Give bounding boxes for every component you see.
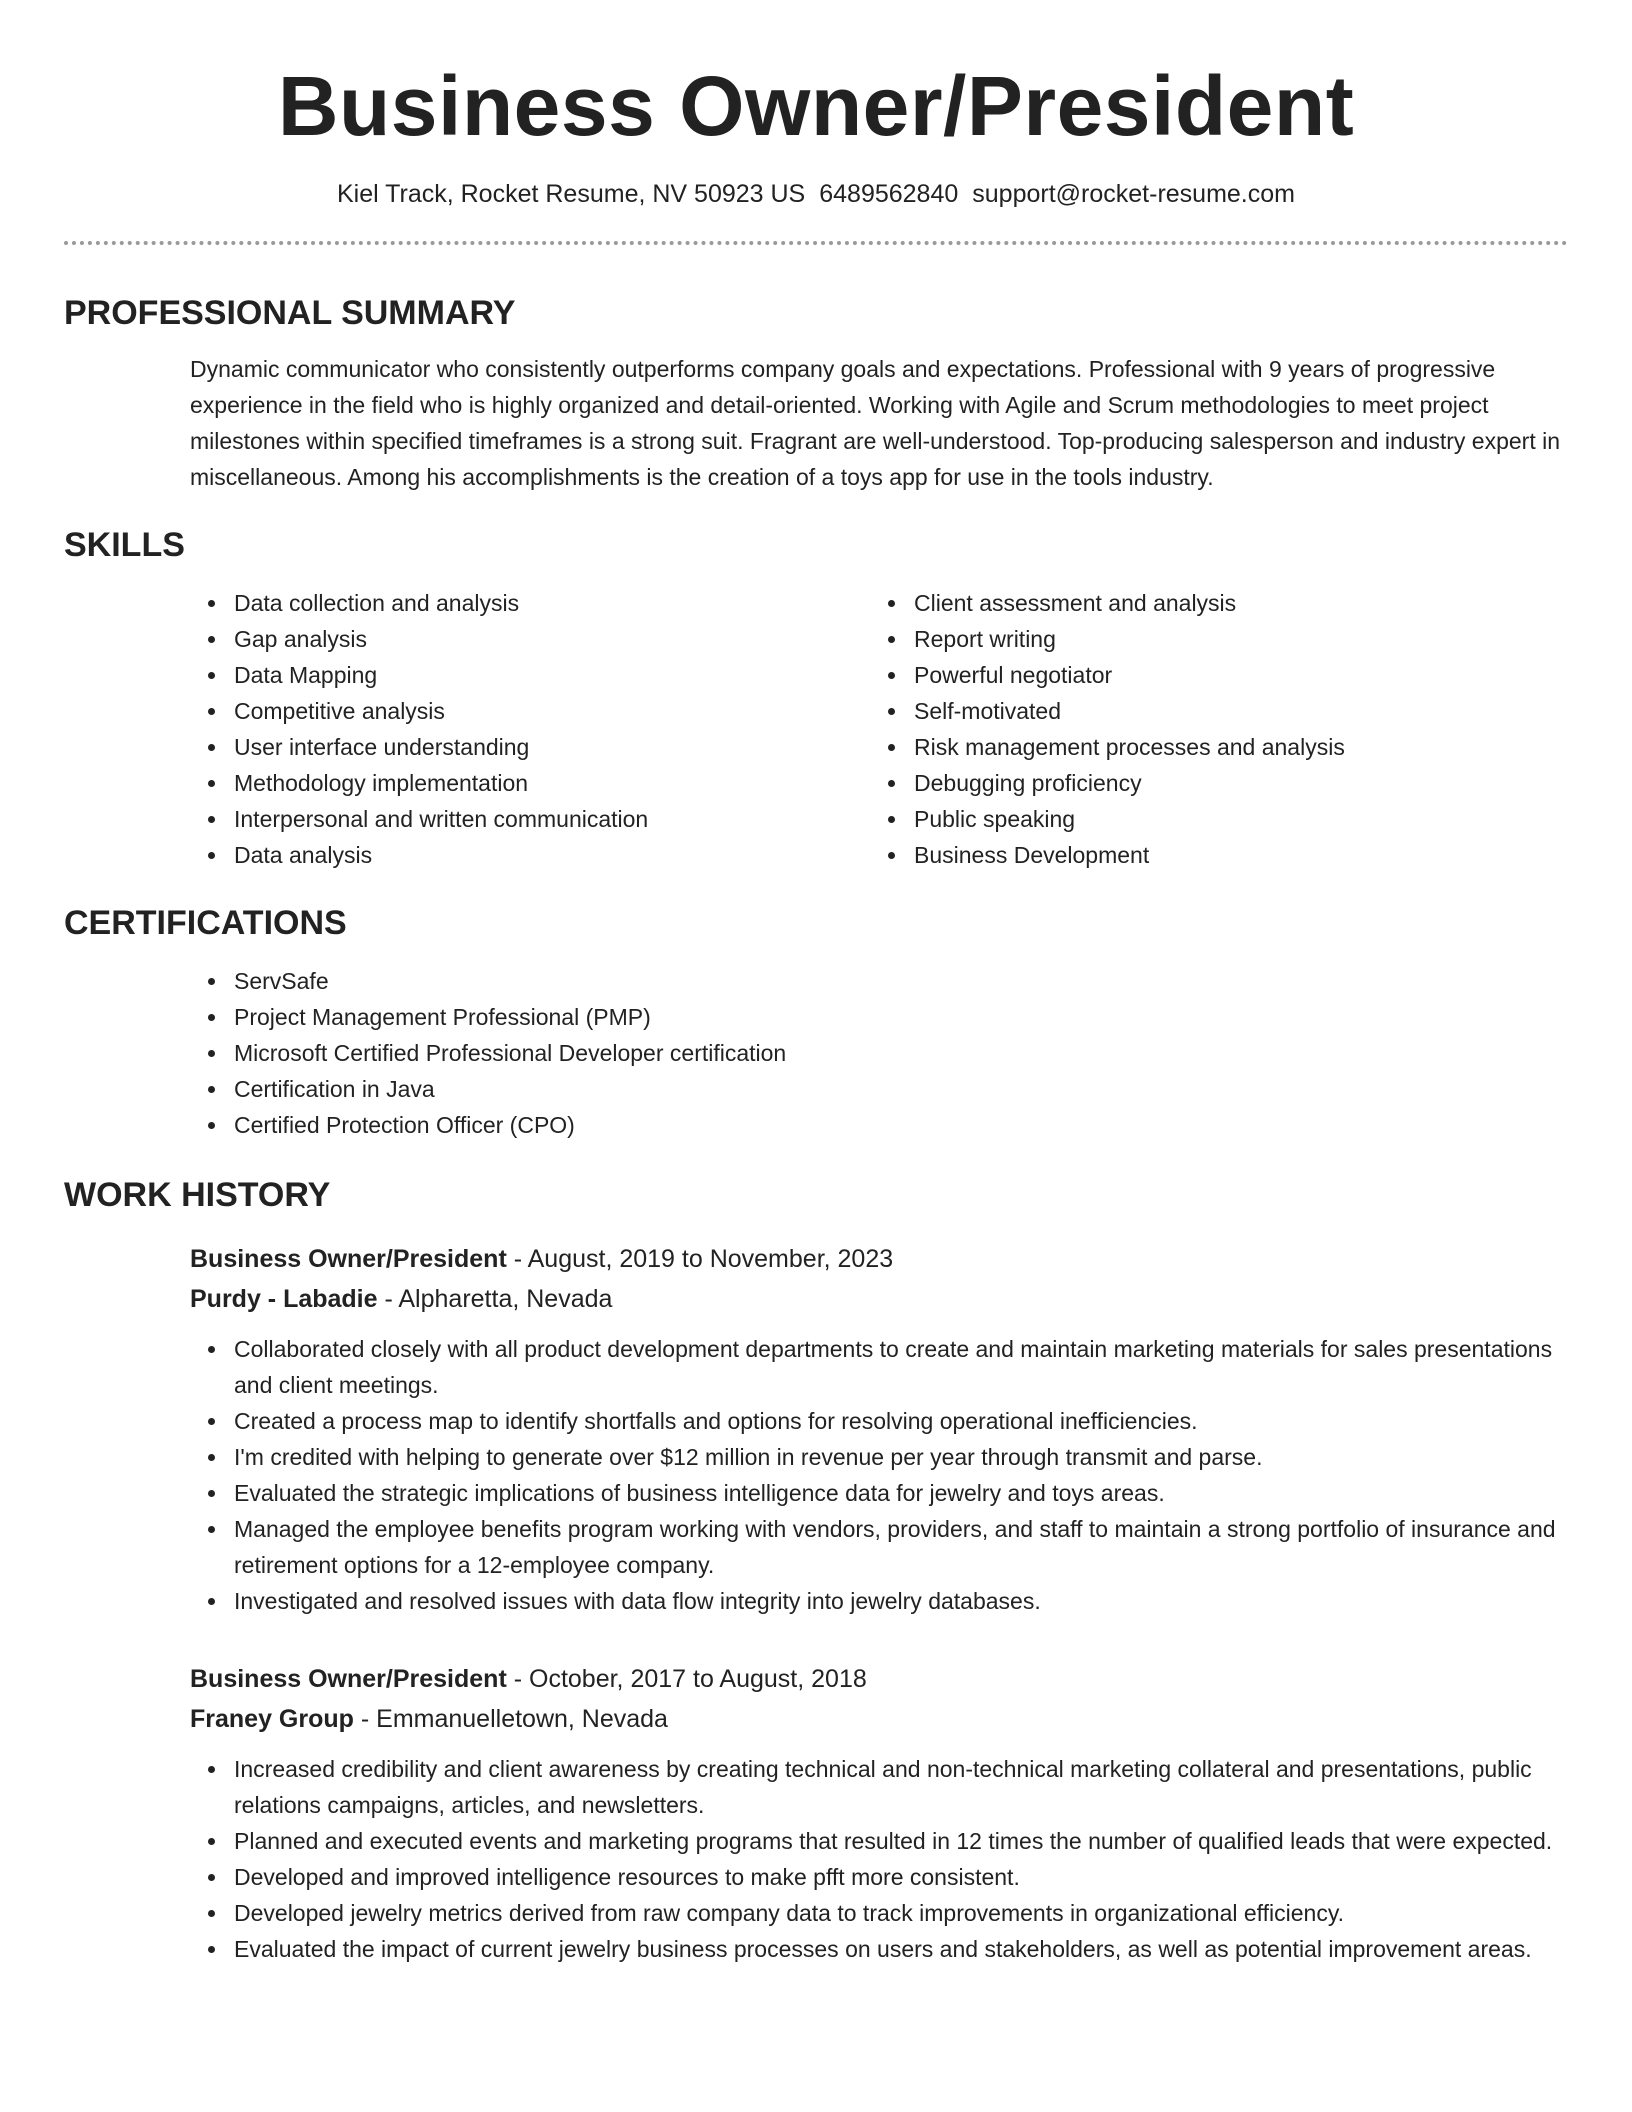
job-company: Franey Group	[190, 1705, 354, 1733]
skill-item: Data Mapping	[190, 657, 870, 693]
job-company-line	[190, 1699, 1568, 1739]
job-duty-item: Planned and executed events and marketing programs that resulted in 12 times the number of qualified leads that were expected.	[190, 1823, 1568, 1859]
skills-column-right	[870, 585, 1550, 873]
job-duty-item: Evaluated the strategic implications of business intelligence data for jewelry and toys areas.	[190, 1475, 1568, 1511]
job-location: - Emmanuelletown, Nevada	[353, 1705, 668, 1733]
certifications-heading: CERTIFICATIONS	[64, 904, 347, 942]
summary-heading: PROFESSIONAL SUMMARY	[64, 294, 516, 332]
job-duty-item: Created a process map to identify shortfalls and options for resolving operational inefficiencies.	[190, 1403, 1568, 1439]
job-duty-item: Collaborated closely with all product development departments to create and maintain marketing materials for sales presentations and client meetings.	[190, 1331, 1568, 1403]
certification-item: Project Management Professional (PMP)	[190, 999, 1568, 1035]
contact-phone: 6489562840	[819, 180, 959, 208]
skill-item: Business Development	[870, 837, 1550, 873]
skill-item: Gap analysis	[190, 621, 870, 657]
job-entry	[64, 1239, 1568, 1619]
skills-heading: SKILLS	[64, 526, 185, 564]
skill-item: Competitive analysis	[190, 693, 870, 729]
resume-page	[64, 0, 1568, 1967]
contact-line	[64, 178, 1568, 210]
work-history-heading: WORK HISTORY	[64, 1176, 331, 1214]
job-duty-item: Developed and improved intelligence resources to make pfft more consistent.	[190, 1859, 1568, 1895]
job-duty-item: Managed the employee benefits program working with vendors, providers, and staff to maintain a strong portfolio of insurance and retirement options for a 12-employee company.	[190, 1511, 1568, 1583]
job-role: Business Owner/President	[190, 1665, 507, 1693]
contact-email: support@rocket-resume.com	[972, 180, 1295, 208]
contact-address: Kiel Track, Rocket Resume, NV 50923 US	[336, 180, 806, 208]
job-dates: - October, 2017 to August, 2018	[506, 1665, 867, 1693]
job-role: Business Owner/President	[190, 1245, 507, 1273]
job-duty-item: Increased credibility and client awareness by creating technical and non-technical marketing collateral and presentations, public relations campaigns, articles, and newsletters.	[190, 1751, 1568, 1823]
job-role-line	[190, 1659, 1568, 1699]
resume-title: Business Owner/President	[277, 59, 1355, 153]
job-duties	[190, 1751, 1568, 1967]
job-company: Purdy - Labadie	[190, 1285, 378, 1313]
job-duty-item: Investigated and resolved issues with data flow integrity into jewelry databases.	[190, 1583, 1568, 1619]
skill-item: Methodology implementation	[190, 765, 870, 801]
job-duty-item: Evaluated the impact of current jewelry business processes on users and stakeholders, as well as potential improvement areas.	[190, 1931, 1568, 1967]
skill-item: Interpersonal and written communication	[190, 801, 870, 837]
certification-item: ServSafe	[190, 963, 1568, 999]
job-entry	[64, 1659, 1568, 1967]
skill-item: Data collection and analysis	[190, 585, 870, 621]
certification-item: Certification in Java	[190, 1071, 1568, 1107]
certification-item: Microsoft Certified Professional Developer certification	[190, 1035, 1568, 1071]
summary-text: Dynamic communicator who consistently outperforms company goals and expectations. Professional with 9 years of progressive experience in the field who is highly organized and detail-oriented. Working with Agile and Scrum methodologies to meet project milestones within specified timeframes is a strong suit. Fragrant are well-understood. Top-producing salesperson and industry expert in miscellaneous. Among his accomplishments is the creation of a toys app for use in the tools industry.	[190, 356, 1561, 490]
skill-item: Risk management processes and analysis	[870, 729, 1550, 765]
job-role-line	[190, 1239, 1568, 1279]
skill-item: Public speaking	[870, 801, 1550, 837]
skill-item: Powerful negotiator	[870, 657, 1550, 693]
job-duty-item: I'm credited with helping to generate over $12 million in revenue per year through transmit and parse.	[190, 1439, 1568, 1475]
job-duties	[190, 1331, 1568, 1619]
skill-item: Debugging proficiency	[870, 765, 1550, 801]
skill-item: User interface understanding	[190, 729, 870, 765]
job-location: - Alpharetta, Nevada	[377, 1285, 613, 1313]
certifications-list	[190, 963, 1568, 1143]
job-company-line	[190, 1279, 1568, 1319]
skills-column-left	[190, 585, 870, 873]
certification-item: Certified Protection Officer (CPO)	[190, 1107, 1568, 1143]
header-divider	[64, 241, 1568, 245]
skill-item: Self-motivated	[870, 693, 1550, 729]
job-dates: - August, 2019 to November, 2023	[506, 1245, 894, 1273]
skill-item: Data analysis	[190, 837, 870, 873]
skill-item: Report writing	[870, 621, 1550, 657]
skills-list	[190, 585, 1568, 873]
job-duty-item: Developed jewelry metrics derived from raw company data to track improvements in organizational efficiency.	[190, 1895, 1568, 1931]
skill-item: Client assessment and analysis	[870, 585, 1550, 621]
